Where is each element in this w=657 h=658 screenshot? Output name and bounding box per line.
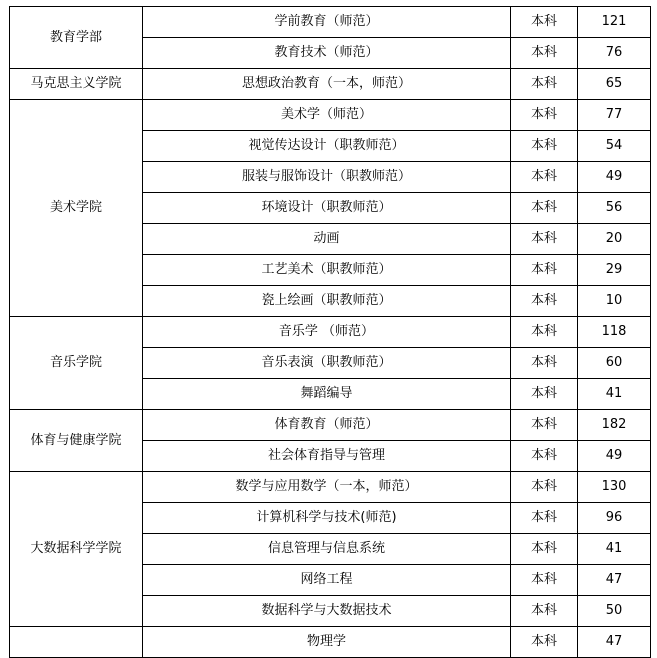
major-cell: 计算机科学与技术(师范) — [143, 503, 511, 534]
level-cell: 本科 — [511, 193, 578, 224]
count-cell: 56 — [578, 193, 651, 224]
count-cell: 130 — [578, 472, 651, 503]
major-cell: 信息管理与信息系统 — [143, 534, 511, 565]
count-cell: 49 — [578, 441, 651, 472]
count-cell: 49 — [578, 162, 651, 193]
college-cell: 体育与健康学院 — [10, 410, 143, 472]
count-cell: 54 — [578, 131, 651, 162]
count-cell: 60 — [578, 348, 651, 379]
level-cell: 本科 — [511, 100, 578, 131]
major-cell: 数学与应用数学（一本，师范） — [143, 472, 511, 503]
major-cell: 思想政治教育（一本，师范） — [143, 69, 511, 100]
major-cell: 物理学 — [143, 627, 511, 658]
level-cell: 本科 — [511, 131, 578, 162]
major-cell: 音乐表演（职教师范） — [143, 348, 511, 379]
major-cell: 教育技术（师范） — [143, 38, 511, 69]
college-cell: 美术学院 — [10, 100, 143, 317]
college-cell: 教育学部 — [10, 7, 143, 69]
major-cell: 学前教育（师范） — [143, 7, 511, 38]
level-cell: 本科 — [511, 7, 578, 38]
level-cell: 本科 — [511, 286, 578, 317]
level-cell: 本科 — [511, 379, 578, 410]
major-cell: 工艺美术（职教师范） — [143, 255, 511, 286]
level-cell: 本科 — [511, 410, 578, 441]
count-cell: 65 — [578, 69, 651, 100]
level-cell: 本科 — [511, 224, 578, 255]
major-cell: 体育教育（师范） — [143, 410, 511, 441]
count-cell: 121 — [578, 7, 651, 38]
level-cell: 本科 — [511, 255, 578, 286]
count-cell: 41 — [578, 379, 651, 410]
major-cell: 音乐学 （师范） — [143, 317, 511, 348]
table-row — [10, 317, 651, 348]
level-cell: 本科 — [511, 565, 578, 596]
level-cell: 本科 — [511, 534, 578, 565]
count-cell: 20 — [578, 224, 651, 255]
college-cell: 音乐学院 — [10, 317, 143, 410]
count-cell: 41 — [578, 534, 651, 565]
level-cell: 本科 — [511, 348, 578, 379]
major-cell: 数据科学与大数据技术 — [143, 596, 511, 627]
enrollment-table — [9, 6, 651, 658]
level-cell: 本科 — [511, 472, 578, 503]
level-cell: 本科 — [511, 162, 578, 193]
count-cell: 10 — [578, 286, 651, 317]
major-cell: 服装与服饰设计（职教师范） — [143, 162, 511, 193]
table-row — [10, 100, 651, 131]
major-cell: 动画 — [143, 224, 511, 255]
level-cell: 本科 — [511, 441, 578, 472]
table-row — [10, 69, 651, 100]
level-cell: 本科 — [511, 596, 578, 627]
major-cell: 环境设计（职教师范） — [143, 193, 511, 224]
major-cell: 美术学（师范） — [143, 100, 511, 131]
major-cell: 网络工程 — [143, 565, 511, 596]
count-cell: 29 — [578, 255, 651, 286]
count-cell: 47 — [578, 565, 651, 596]
college-cell — [10, 627, 143, 658]
count-cell: 47 — [578, 627, 651, 658]
count-cell: 96 — [578, 503, 651, 534]
count-cell: 50 — [578, 596, 651, 627]
level-cell: 本科 — [511, 317, 578, 348]
level-cell: 本科 — [511, 503, 578, 534]
count-cell: 77 — [578, 100, 651, 131]
major-cell: 舞蹈编导 — [143, 379, 511, 410]
count-cell: 182 — [578, 410, 651, 441]
major-cell: 视觉传达设计（职教师范） — [143, 131, 511, 162]
count-cell: 118 — [578, 317, 651, 348]
enrollment-table-body — [10, 7, 651, 658]
level-cell: 本科 — [511, 627, 578, 658]
level-cell: 本科 — [511, 69, 578, 100]
table-row — [10, 472, 651, 503]
table-row — [10, 410, 651, 441]
major-cell: 社会体育指导与管理 — [143, 441, 511, 472]
college-cell: 大数据科学学院 — [10, 472, 143, 627]
table-row — [10, 7, 651, 38]
level-cell: 本科 — [511, 38, 578, 69]
college-cell: 马克思主义学院 — [10, 69, 143, 100]
count-cell: 76 — [578, 38, 651, 69]
major-cell: 瓷上绘画（职教师范） — [143, 286, 511, 317]
table-row — [10, 627, 651, 658]
